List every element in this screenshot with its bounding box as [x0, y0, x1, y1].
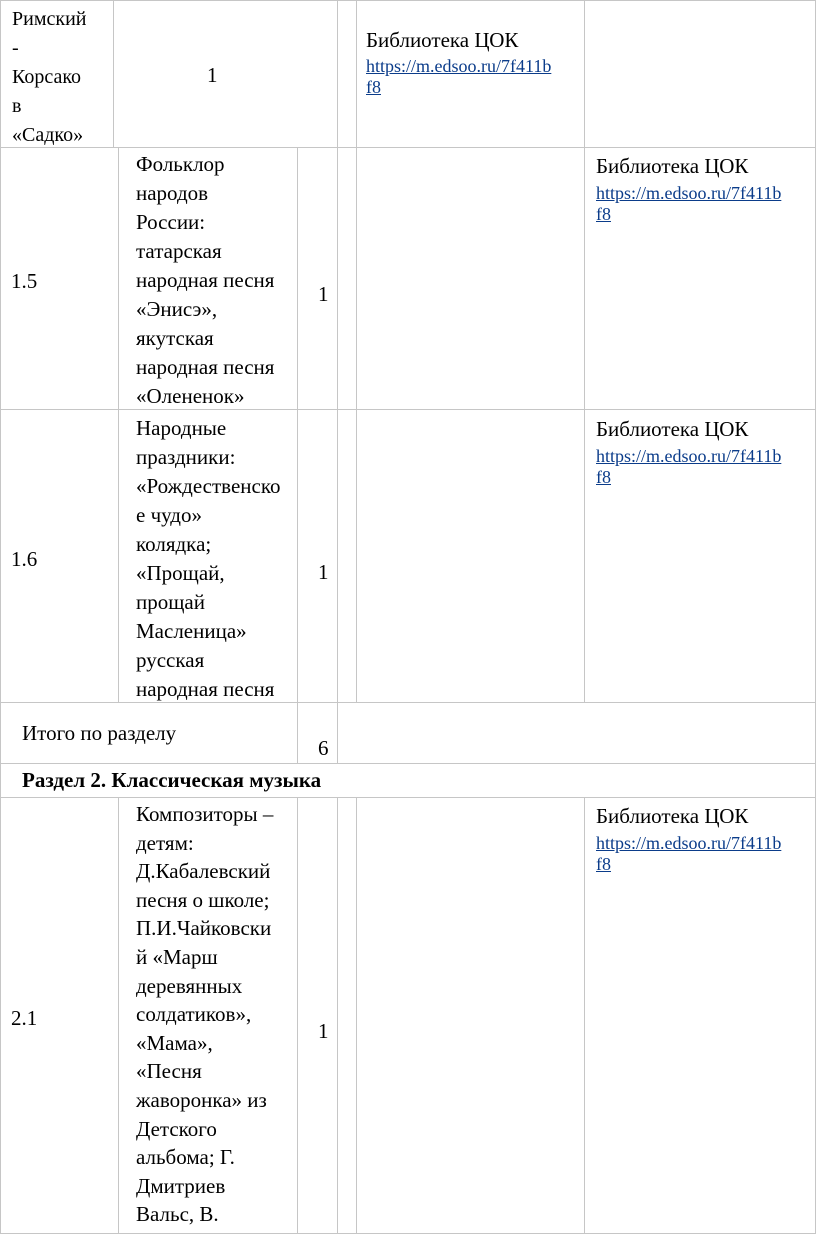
topic-cell — [136, 414, 280, 704]
column-border — [337, 147, 338, 702]
topic-line: е чудо» — [136, 503, 202, 527]
topic-line: народов — [136, 181, 209, 205]
topic-line: Фольклор — [136, 152, 225, 176]
topic-line: «Прощай, — [136, 561, 225, 585]
topic-cell — [136, 800, 273, 1229]
topic-line: народная песня — [136, 677, 275, 701]
row-number: 2.1 — [11, 1006, 38, 1030]
topic-line: «Мама», — [136, 1030, 213, 1055]
row-border — [0, 763, 816, 764]
topic-cell — [12, 5, 86, 150]
column-border — [297, 702, 298, 763]
resource-link[interactable] — [596, 183, 781, 225]
resource-label: Библиотека ЦОК — [366, 28, 519, 52]
topic-line: песня о школе; — [136, 887, 270, 912]
row-border — [0, 0, 816, 1]
topic-cell — [136, 150, 274, 411]
resource-label: Библиотека ЦОК — [596, 154, 749, 178]
resource-link[interactable] — [596, 446, 781, 488]
column-border — [118, 147, 119, 702]
column-border — [584, 797, 585, 1234]
topic-line: «Садко» — [12, 124, 84, 146]
subtotal-label: Итого по разделу — [22, 721, 177, 745]
topic-line: «Энисэ», — [136, 297, 218, 321]
topic-line: татарская — [136, 239, 222, 263]
row-border — [0, 797, 816, 798]
column-border — [356, 797, 357, 1234]
topic-line: Д.Кабалевский — [136, 859, 271, 884]
topic-line: народная песня — [136, 268, 275, 292]
topic-line: й «Марш — [136, 944, 218, 969]
subtotal-hours: 6 — [318, 736, 329, 760]
topic-line: солдатиков», — [136, 1002, 252, 1027]
topic-line: «Песня — [136, 1059, 202, 1084]
topic-line: русская — [136, 648, 205, 672]
hours-cell: 1 — [318, 282, 329, 306]
topic-line: - — [12, 37, 19, 59]
topic-line: Детского — [136, 1116, 217, 1141]
topic-line: колядка; — [136, 532, 212, 556]
topic-line: Римский — [12, 8, 87, 30]
topic-line: прощай — [136, 590, 205, 614]
topic-line: в — [12, 95, 22, 117]
link-line[interactable]: f8 — [596, 854, 611, 874]
topic-line: Дмитриев — [136, 1173, 226, 1198]
topic-line: детям: — [136, 830, 194, 855]
link-line[interactable]: f8 — [366, 77, 381, 97]
link-line[interactable]: https://m.edsoo.ru/7f411b — [596, 446, 782, 466]
topic-line: Народные — [136, 416, 227, 440]
link-line[interactable]: https://m.edsoo.ru/7f411b — [596, 183, 782, 203]
hours-cell: 1 — [207, 63, 218, 87]
column-border — [118, 797, 119, 1234]
section-heading: Раздел 2. Классическая музыка — [22, 768, 322, 792]
resource-link[interactable] — [596, 833, 781, 875]
topic-line: Масленица» — [136, 619, 247, 643]
row-number: 1.6 — [11, 547, 38, 571]
topic-line: Вальс, В. — [136, 1202, 219, 1227]
topic-line: якутская — [136, 326, 214, 350]
link-line[interactable]: https://m.edsoo.ru/7f411b — [366, 56, 552, 76]
row-border — [0, 409, 816, 410]
column-border — [337, 0, 338, 147]
topic-line: альбома; Г. — [136, 1145, 235, 1170]
topic-line: «Рождественско — [136, 474, 281, 498]
hours-cell: 1 — [318, 560, 329, 584]
resource-label: Библиотека ЦОК — [596, 804, 749, 828]
topic-line: «Олененок» — [136, 384, 245, 408]
column-border — [584, 0, 585, 147]
topic-line: П.И.Чайковски — [136, 916, 272, 941]
topic-line: Корсако — [12, 66, 82, 88]
topic-line: деревянных — [136, 973, 243, 998]
link-line[interactable]: f8 — [596, 204, 611, 224]
column-border — [337, 702, 338, 763]
link-line[interactable]: f8 — [596, 467, 611, 487]
row-border — [0, 147, 816, 148]
column-border — [113, 0, 114, 147]
resource-label: Библиотека ЦОК — [596, 417, 749, 441]
column-border — [0, 0, 1, 1234]
hours-cell: 1 — [318, 1019, 329, 1043]
topic-line: жаворонка» из — [136, 1087, 267, 1112]
topic-line: Композиторы – — [136, 802, 274, 826]
row-border — [0, 702, 816, 703]
resource-link[interactable] — [366, 56, 551, 98]
column-border — [297, 147, 298, 702]
column-border — [297, 797, 298, 1234]
topic-line: народная песня — [136, 355, 275, 379]
topic-line: России: — [136, 210, 206, 234]
column-border — [584, 147, 585, 702]
row-number: 1.5 — [11, 269, 38, 293]
link-line[interactable]: https://m.edsoo.ru/7f411b — [596, 833, 782, 853]
column-border — [356, 147, 357, 702]
topic-line: праздники: — [136, 445, 236, 469]
column-border — [356, 0, 357, 147]
column-border — [337, 797, 338, 1234]
